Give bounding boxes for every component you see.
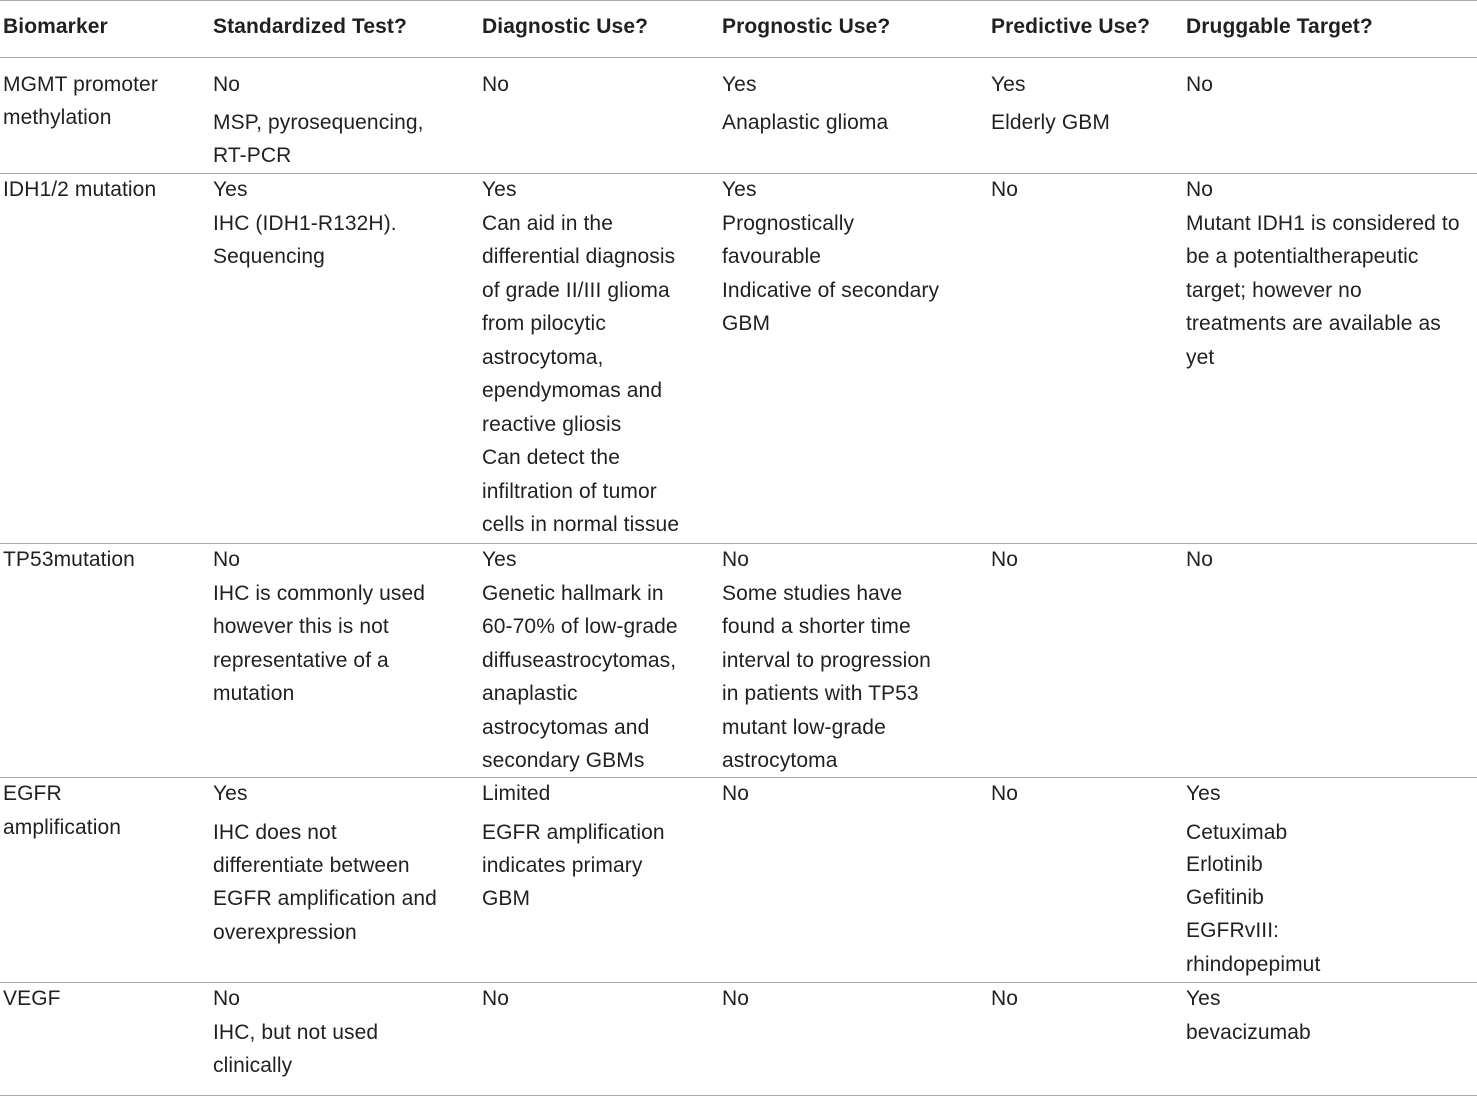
cell-line: No bbox=[991, 782, 1019, 805]
cell-line: RT-PCR bbox=[213, 144, 292, 167]
cell-line: Yes bbox=[482, 178, 517, 201]
cell-line: methylation bbox=[3, 106, 112, 129]
cell-line: IHC, but not used bbox=[213, 1021, 379, 1044]
cell-line: rhindopepimut bbox=[1186, 953, 1321, 976]
cell-line: infiltration of tumor bbox=[482, 479, 657, 503]
cell-line: No bbox=[722, 548, 750, 571]
cell-line: ependymomas and bbox=[482, 379, 663, 402]
cell-line: be a potentialtherapeutic bbox=[1186, 245, 1419, 268]
cell-line: Yes bbox=[722, 178, 757, 201]
cell-line: No bbox=[991, 548, 1019, 571]
cell-line: Gefitinib bbox=[1186, 886, 1264, 909]
header-biomarker: Biomarker bbox=[3, 15, 108, 38]
cell-line: EGFR amplification and bbox=[213, 887, 437, 910]
cell-line: astrocytoma, bbox=[482, 345, 604, 369]
cell-line: No bbox=[991, 178, 1019, 201]
cell-line: bevacizumab bbox=[1186, 1021, 1311, 1044]
cell-line: IDH1/2 mutation bbox=[3, 178, 157, 201]
cell-line: Can aid in the bbox=[482, 211, 613, 235]
cell-line: TP53mutation bbox=[3, 548, 135, 571]
cell-line: astrocytoma bbox=[722, 749, 838, 772]
cell-line: Yes bbox=[213, 178, 248, 201]
cell-line: secondary GBMs bbox=[482, 749, 645, 772]
cell-line: Cetuximab bbox=[1186, 821, 1288, 844]
cell-line: No bbox=[1186, 548, 1214, 571]
cell-line: Anaplastic glioma bbox=[722, 111, 889, 134]
cell-line: astrocytomas and bbox=[482, 715, 650, 739]
cell-line: diffuseastrocytomas, bbox=[482, 648, 677, 672]
cell-line: differential diagnosis bbox=[482, 245, 676, 268]
cell-line: No bbox=[1186, 178, 1214, 201]
cell-line: indicates primary bbox=[482, 854, 643, 877]
cell-line: Mutant IDH1 is considered to bbox=[1186, 211, 1460, 235]
cell-line: anaplastic bbox=[482, 682, 578, 705]
cell-line: IHC does not bbox=[213, 821, 337, 844]
cell-line: No bbox=[213, 987, 241, 1010]
cell-line: Can detect the bbox=[482, 446, 620, 469]
cell-line: Yes bbox=[213, 782, 248, 805]
header-prognostic-use: Prognostic Use? bbox=[722, 15, 891, 38]
cell-line: overexpression bbox=[213, 921, 357, 944]
cell-line: differentiate between bbox=[213, 854, 410, 877]
cell-line: amplification bbox=[3, 816, 122, 839]
cell-line: representative of a bbox=[213, 648, 389, 672]
cell-line: Sequencing bbox=[213, 245, 325, 268]
cell-line: target; however no bbox=[1186, 278, 1362, 302]
cell-line: however this is not bbox=[213, 615, 389, 638]
cell-line: mutation bbox=[213, 682, 295, 705]
cell-line: found a shorter time bbox=[722, 615, 911, 638]
cell-line: EGFR amplification bbox=[482, 821, 665, 844]
cell-line: Yes bbox=[722, 73, 757, 96]
header-druggable-target: Druggable Target? bbox=[1186, 15, 1373, 38]
cell-line: EGFRvIII: bbox=[1186, 919, 1280, 942]
cell-line: favourable bbox=[722, 245, 822, 268]
cell-line: No bbox=[482, 987, 510, 1010]
cell-line: yet bbox=[1186, 345, 1215, 369]
header-standardized-test: Standardized Test? bbox=[213, 15, 407, 38]
cell-line: No bbox=[1186, 73, 1214, 96]
cell-line: of grade II/III glioma bbox=[482, 278, 670, 302]
cell-line: Some studies have bbox=[722, 581, 903, 605]
cell-line: in patients with TP53 bbox=[722, 682, 919, 705]
cell-line: from pilocytic bbox=[482, 312, 606, 335]
cell-line: No bbox=[482, 73, 510, 96]
cell-line: IHC is commonly used bbox=[213, 581, 426, 605]
cell-line: Yes bbox=[482, 548, 517, 571]
header-diagnostic-use: Diagnostic Use? bbox=[482, 15, 649, 38]
cell-line: interval to progression bbox=[722, 648, 931, 672]
cell-line: GBM bbox=[482, 887, 531, 910]
cell-line: Genetic hallmark in bbox=[482, 581, 664, 605]
cell-line: Yes bbox=[1186, 987, 1221, 1010]
cell-line: Prognostically bbox=[722, 211, 855, 235]
cell-line: treatments are available as bbox=[1186, 312, 1441, 335]
cell-line: MGMT promoter bbox=[3, 73, 158, 96]
cell-line: clinically bbox=[213, 1054, 293, 1077]
cell-line: reactive gliosis bbox=[482, 412, 622, 436]
cell-line: No bbox=[722, 782, 750, 805]
cell-line: mutant low-grade bbox=[722, 715, 886, 739]
cell-line: VEGF bbox=[3, 987, 61, 1010]
cell-line: Limited bbox=[482, 782, 551, 805]
cell-line: No bbox=[213, 73, 241, 96]
cell-line: Erlotinib bbox=[1186, 853, 1263, 876]
cell-line: No bbox=[991, 987, 1019, 1010]
row-rule bbox=[0, 1095, 1477, 1096]
cell-line: IHC (IDH1-R132H). bbox=[213, 211, 397, 235]
cell-line: Yes bbox=[1186, 782, 1221, 805]
cell-line: Yes bbox=[991, 73, 1026, 96]
header-predictive-use: Predictive Use? bbox=[991, 15, 1151, 38]
cell-line: Elderly GBM bbox=[991, 111, 1110, 134]
cell-line: EGFR bbox=[3, 782, 62, 805]
cell-line: Indicative of secondary bbox=[722, 278, 940, 302]
cell-line: cells in normal tissue bbox=[482, 513, 680, 536]
cell-line: No bbox=[213, 548, 241, 571]
cell-line: 60-70% of low-grade bbox=[482, 615, 678, 638]
cell-line: No bbox=[722, 987, 750, 1010]
header-rule bbox=[0, 57, 1477, 58]
cell-line: GBM bbox=[722, 312, 771, 335]
cell-line: MSP, pyrosequencing, bbox=[213, 111, 424, 134]
table-top-rule bbox=[0, 0, 1477, 1]
